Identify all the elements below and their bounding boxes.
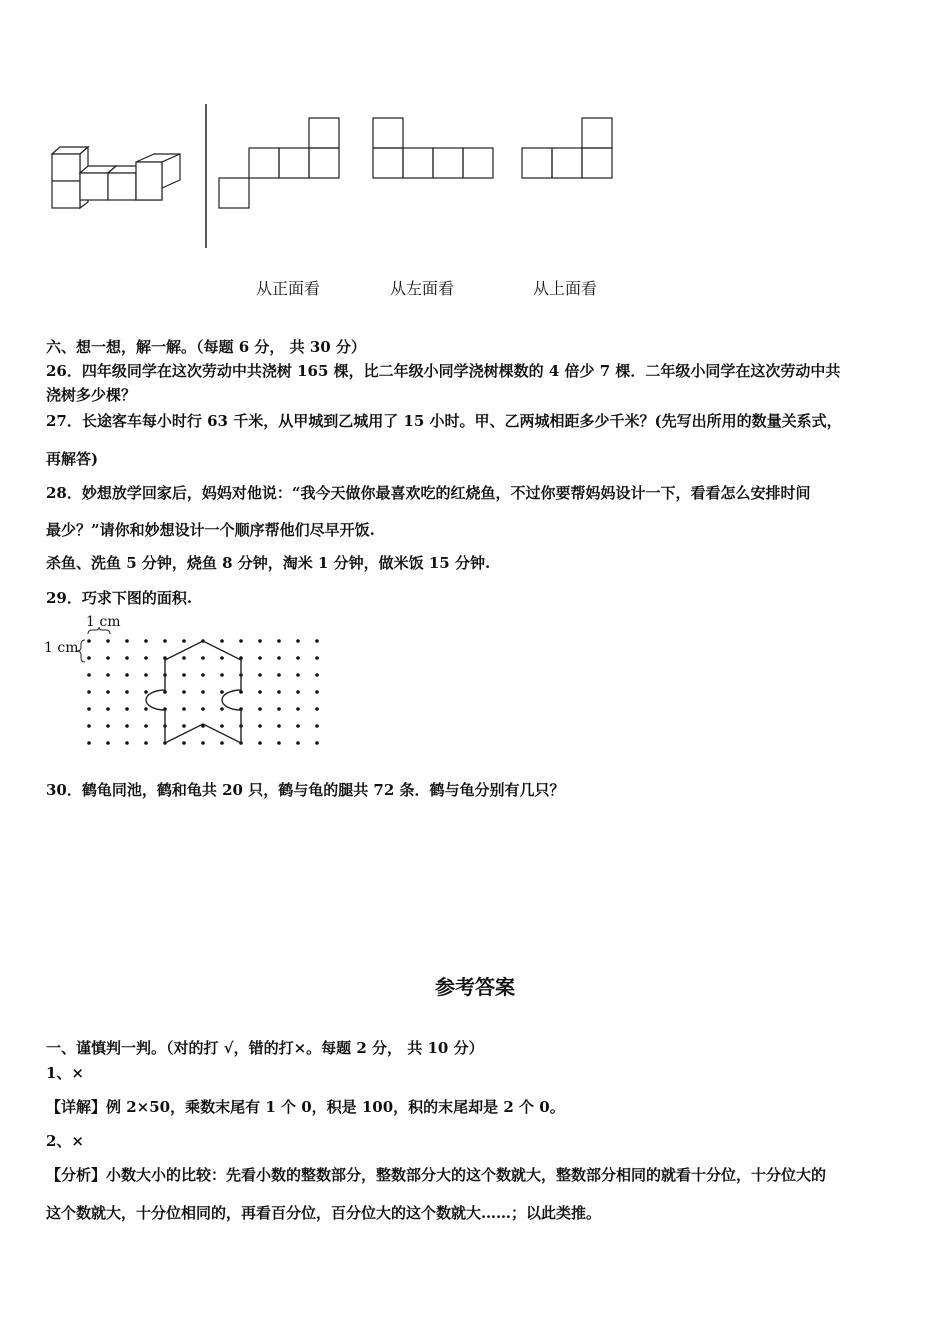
grid-dot	[87, 707, 91, 711]
dot-grid-figure	[80, 630, 330, 755]
grid-dot	[144, 724, 148, 728]
grid-dot	[220, 639, 224, 643]
view-front-grid	[219, 118, 339, 210]
grid-dot	[315, 741, 319, 745]
grid-dot	[87, 741, 91, 745]
grid-dot	[106, 690, 110, 694]
answers-section-1-heading: 一、谨慎判一判。（对的打 √，错的打×。每题 2 分， 共 10 分）	[46, 1039, 484, 1057]
q27-line-1: 27．长途客车每小时行 63 千米，从甲城到乙城用了 15 小时。甲、乙两城相距多少千米？(先写出所用的数量关系式，	[46, 412, 842, 430]
grid-dot	[182, 741, 186, 745]
view-top-grid	[522, 118, 614, 180]
answer-2-analysis-line-1: 【分析】小数大小的比较：先看小数的整数部分，整数部分大的这个数就大，整数部分相同的就看十分位，十分位大的	[46, 1166, 827, 1184]
grid-dot	[106, 724, 110, 728]
grid-dot	[182, 690, 186, 694]
grid-dot	[182, 724, 186, 728]
grid-dot	[106, 707, 110, 711]
grid-dot	[125, 639, 129, 643]
grid-dot	[125, 690, 129, 694]
answers-title: 参考答案	[435, 975, 515, 999]
grid-dot	[315, 690, 319, 694]
grid-dot	[87, 673, 91, 677]
grid-dot	[144, 690, 148, 694]
grid-dot	[144, 673, 148, 677]
cube-arrangement-figure	[40, 140, 190, 220]
grid-dot	[182, 639, 186, 643]
grid-dot	[125, 707, 129, 711]
grid-dot	[258, 673, 262, 677]
grid-dot	[277, 690, 281, 694]
grid-dot	[220, 673, 224, 677]
label-front-view: 从正面看	[256, 279, 321, 298]
grid-dot	[220, 724, 224, 728]
answer-2-number: 2、×	[46, 1132, 85, 1150]
grid-dot	[277, 656, 281, 660]
grid-dot	[220, 690, 224, 694]
grid-dot	[220, 707, 224, 711]
grid-dot	[106, 741, 110, 745]
grid-dot	[106, 673, 110, 677]
grid-dot	[296, 673, 300, 677]
grid-dot	[296, 639, 300, 643]
grid-dot	[239, 690, 243, 694]
answer-1-number: 1、×	[46, 1064, 85, 1082]
answer-1-detail: 【详解】例 2×50，乘数末尾有 1 个 0，积是 100，积的末尾却是 2 个 0。	[46, 1098, 565, 1116]
grid-dot	[144, 656, 148, 660]
grid-dot	[277, 724, 281, 728]
grid-dot	[258, 724, 262, 728]
grid-dot	[277, 673, 281, 677]
grid-dot	[258, 656, 262, 660]
grid-dot	[239, 639, 243, 643]
grid-dot	[87, 639, 91, 643]
grid-dot	[182, 656, 186, 660]
answer-2-analysis-line-2: 这个数就大，十分位相同的，再看百分位，百分位大的这个数就大……；以此类推。	[46, 1204, 602, 1222]
grid-dot	[87, 690, 91, 694]
q26-line-1: 26．四年级同学在这次劳动中共浇树 165 棵，比二年级小同学浇树棵数的 4 倍少 7 棵．二年级小同学在这次劳动中共	[46, 362, 841, 380]
grid-dot	[163, 639, 167, 643]
grid-dot	[125, 656, 129, 660]
grid-dot	[277, 741, 281, 745]
grid-dot	[296, 656, 300, 660]
grid-dot	[296, 707, 300, 711]
grid-dot	[277, 707, 281, 711]
label-left-view: 从左面看	[390, 279, 455, 298]
grid-dot	[258, 690, 262, 694]
grid-dot	[220, 741, 224, 745]
q26-line-2: 浇树多少棵？	[46, 386, 137, 404]
grid-dot	[106, 656, 110, 660]
view-left-grid	[373, 118, 495, 180]
grid-dot	[125, 741, 129, 745]
grid-dot	[315, 656, 319, 660]
grid-dot	[315, 639, 319, 643]
grid-dot	[277, 639, 281, 643]
grid-dot	[258, 707, 262, 711]
figure-divider	[205, 104, 207, 248]
grid-dot	[201, 741, 205, 745]
grid-dot	[258, 639, 262, 643]
grid-dot	[201, 656, 205, 660]
grid-dot	[87, 724, 91, 728]
grid-dot	[220, 656, 224, 660]
grid-dot	[201, 707, 205, 711]
q29-text: 29．巧求下图的面积.	[46, 589, 193, 607]
q28-line-3: 杀鱼、洗鱼 5 分钟，烧鱼 8 分钟，淘米 1 分钟，做米饭 15 分钟.	[46, 554, 491, 572]
grid-dot	[296, 690, 300, 694]
grid-dot	[87, 656, 91, 660]
grid-dot	[163, 690, 167, 694]
grid-dot	[315, 673, 319, 677]
grid-dot	[144, 741, 148, 745]
grid-dot	[106, 639, 110, 643]
unit-label-y: 1 cm	[44, 640, 79, 656]
q28-line-2: 最少？”请你和妙想设计一个顺序帮他们尽早开饭.	[46, 521, 375, 539]
grid-dot	[296, 741, 300, 745]
grid-dot	[315, 707, 319, 711]
grid-dot	[125, 673, 129, 677]
grid-dot	[182, 673, 186, 677]
q27-line-2: 再解答)	[46, 450, 99, 468]
grid-dot	[315, 724, 319, 728]
q28-line-1: 28．妙想放学回家后，妈妈对他说：“我今天做你最喜欢吃的红烧鱼，不过你要帮妈妈设计一下，看看怎么安排时间	[46, 484, 811, 502]
q30-text: 30．鹤龟同池，鹤和龟共 20 只，鹤与龟的腿共 72 条．鹤与龟分别有几只？	[46, 781, 565, 799]
grid-dot	[258, 741, 262, 745]
unit-label-x: 1 cm	[86, 614, 121, 630]
section-6-heading: 六、想一想，解一解。（每题 6 分， 共 30 分）	[46, 338, 366, 356]
grid-dot	[182, 707, 186, 711]
grid-dot	[144, 707, 148, 711]
grid-dot	[125, 724, 129, 728]
grid-dot	[201, 673, 205, 677]
grid-dot	[201, 690, 205, 694]
label-top-view: 从上面看	[533, 279, 598, 298]
grid-dot	[144, 639, 148, 643]
grid-dot	[296, 724, 300, 728]
